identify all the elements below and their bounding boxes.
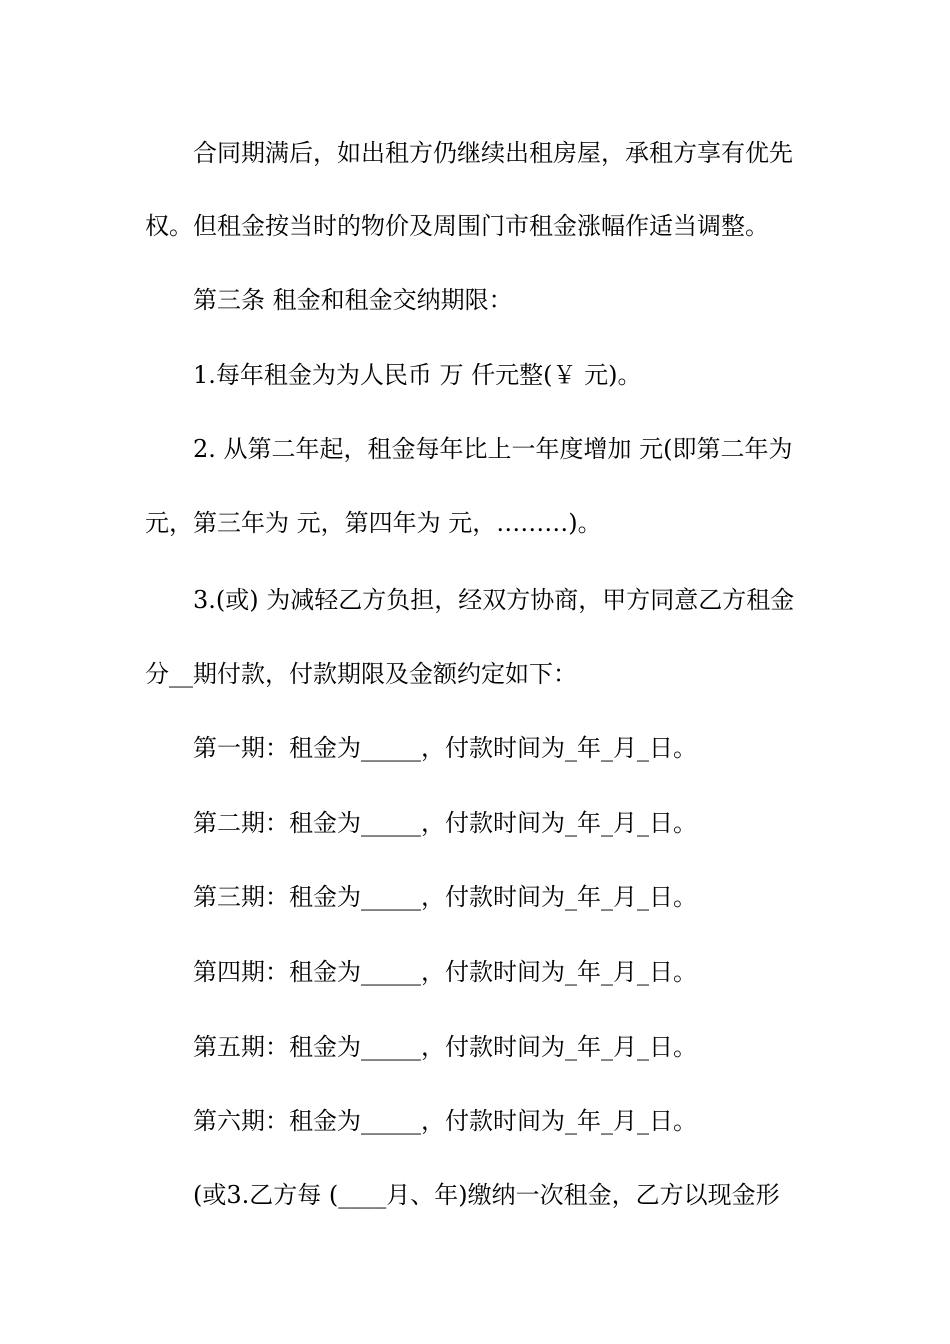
installment-5: 第五期：租金为_____，付款时间为_年_月_日。 xyxy=(193,1033,697,1061)
article-heading: 第三条 租金和租金交纳期限： xyxy=(193,286,513,314)
paragraph-line-1: 合同期满后，如出租方仍继续出租房屋，承租方享有优先 xyxy=(193,139,793,167)
clause-1: 1.每年租金为为人民币 万 仟元整(￥ 元)。 xyxy=(193,361,642,389)
installment-3: 第三期：租金为_____，付款时间为_年_月_日。 xyxy=(193,883,697,911)
clause-3-line-2: 分__期付款，付款期限及金额约定如下： xyxy=(145,660,577,688)
clause-2-line-1: 2. 从第二年起，租金每年比上一年度增加 元(即第二年为 xyxy=(193,435,793,463)
installment-6: 第六期：租金为_____，付款时间为_年_月_日。 xyxy=(193,1107,697,1135)
clause-3-line-1: 3.(或) 为减轻乙方负担，经双方协商，甲方同意乙方租金 xyxy=(193,586,795,614)
paragraph-line-2: 权。但租金按当时的物价及周围门市租金涨幅作适当调整。 xyxy=(145,212,769,240)
alternative-clause-3: (或3.乙方每 (____月、年)缴纳一次租金，乙方以现金形 xyxy=(193,1181,780,1209)
installment-4: 第四期：租金为_____，付款时间为_年_月_日。 xyxy=(193,958,697,986)
installment-1: 第一期：租金为_____，付款时间为_年_月_日。 xyxy=(193,734,697,762)
clause-2-line-2: 元，第三年为 元，第四年为 元，………)。 xyxy=(145,509,602,537)
installment-2: 第二期：租金为_____，付款时间为_年_月_日。 xyxy=(193,809,697,837)
